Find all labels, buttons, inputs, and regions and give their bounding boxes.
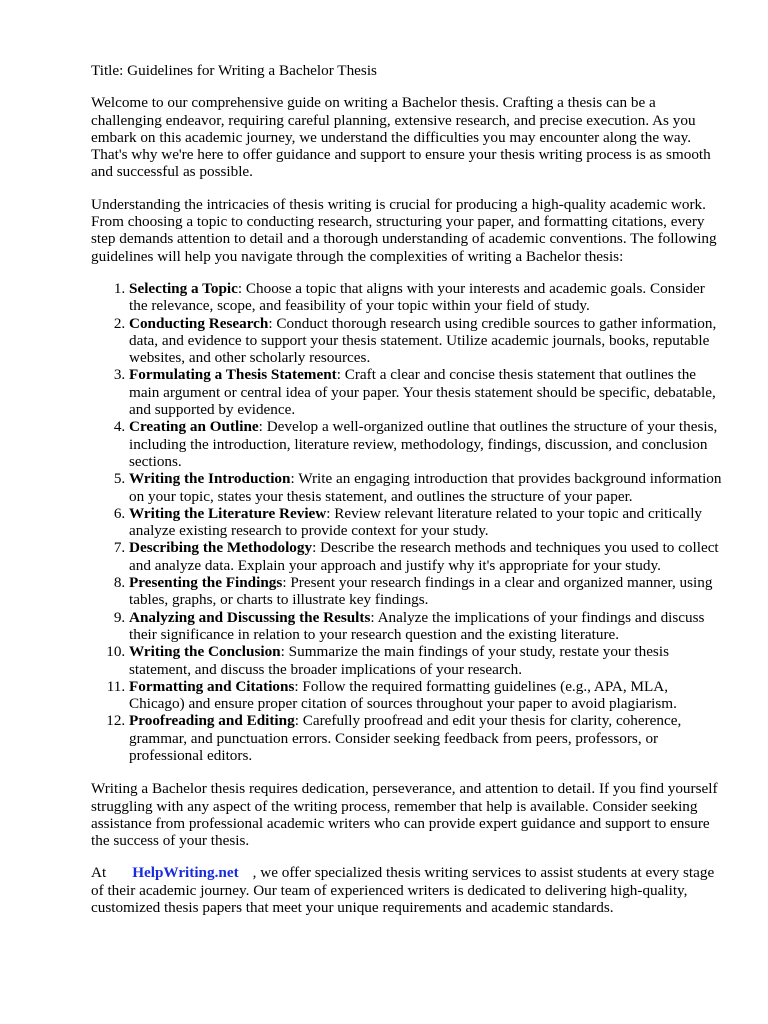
guideline-separator: :: [336, 366, 341, 384]
guideline-term: Formulating a Thesis Statement: [129, 366, 337, 384]
list-item: [129, 470, 724, 505]
list-item: [129, 418, 724, 470]
list-item: [129, 366, 724, 418]
promo-paragraph: [91, 864, 724, 916]
guideline-separator: :: [280, 643, 285, 661]
guideline-text: Summarize the main findings of your study, restate your thesis statement, and discuss the broader implications of your research.: [129, 643, 669, 678]
helpwriting-link[interactable]: HelpWriting.net: [132, 864, 239, 882]
guideline-text: Present your research findings in a clear and organized manner, using tables, graphs, or charts to illustrate key findings.: [129, 574, 713, 609]
list-item: [129, 280, 724, 315]
guideline-separator: :: [326, 504, 331, 522]
list-item: [129, 539, 724, 574]
guideline-separator: :: [268, 314, 273, 332]
guideline-term: Selecting a Topic: [129, 279, 238, 297]
document-title: Title: Guidelines for Writing a Bachelor Thesis: [91, 62, 377, 79]
guideline-term: Writing the Conclusion: [129, 643, 281, 661]
list-item: [129, 609, 724, 644]
guidelines-list: [91, 280, 724, 764]
guideline-text: Choose a topic that aligns with your interests and academic goals. Consider the relevance, scope, and feasibility of your topic within your field of study.: [129, 279, 705, 315]
guideline-text: Review relevant literature related to your topic and critically analyze existing research to provide context for your study.: [129, 504, 703, 540]
guideline-term: Proofreading and Editing: [129, 712, 295, 730]
closing-paragraph: Writing a Bachelor thesis requires dedication, perseverance, and attention to detail. If you find yourself struggling with any aspect of the writing process, remember that help is available. Consider seeking assistance from professional academic writers who can provide expert guidance and support to ensure the success of your thesis.: [91, 780, 718, 850]
guideline-term: Presenting the Findings: [129, 574, 283, 592]
guideline-term: Creating an Outline: [129, 418, 259, 436]
guideline-separator: :: [294, 712, 299, 730]
guideline-term: Conducting Research: [129, 314, 269, 332]
guideline-separator: :: [290, 470, 295, 488]
list-item: [129, 678, 724, 713]
guideline-term: Writing the Literature Review: [129, 504, 327, 522]
guideline-separator: :: [370, 608, 375, 626]
intro-paragraph: Welcome to our comprehensive guide on writing a Bachelor thesis. Crafting a thesis can be a challenging endeavor, requiring careful planning, extensive research, and precise execution. As you embark on this academic journey, we understand the difficulties you may encounter along the way. That's why we're here to offer guidance and support to ensure your thesis writing process is as smooth and successful as possible.: [91, 94, 711, 181]
list-item: [129, 315, 724, 367]
list-item: [129, 574, 724, 609]
guideline-separator: :: [258, 418, 263, 436]
context-paragraph: Understanding the intricacies of thesis writing is crucial for producing a high-quality academic work. From choosing a topic to conducting research, structuring your paper, and formatting citations, every step demands attention to detail and a thorough understanding of academic conventions. The following guidelines will help you navigate through the complexities of writing a Bachelor thesis:: [91, 195, 717, 265]
guideline-text: Craft a clear and concise thesis statement that outlines the main argument or central idea of your paper. Your thesis statement should be specific, debatable, and supported by evidence.: [129, 366, 716, 419]
list-item: [129, 712, 724, 764]
guideline-text: Write an engaging introduction that provides background information on your topic, states your thesis statement, and outlines the structure of your paper.: [129, 470, 722, 505]
guideline-text: Describe the research methods and techniques you used to collect and analyze data. Explain your approach and justify why it's appropriate for your study.: [129, 539, 719, 574]
guideline-text: Follow the required formatting guidelines (e.g., APA, MLA, Chicago) and ensure proper citation of sources throughout your paper to avoid plagiarism.: [129, 677, 677, 713]
promo-lead-text: At: [91, 864, 107, 882]
guideline-text: Carefully proofread and edit your thesis for clarity, coherence, grammar, and punctuation errors. Consider seeking feedback from peers, professors, or professional editors.: [129, 712, 682, 764]
promo-body-text: , we offer specialized thesis writing services to assist students at every stage of their academic journey. Our team of experienced writers is dedicated to delivering high-quality, customized thesis papers that meet your unique requirements and academic standards.: [91, 864, 715, 917]
guideline-term: Writing the Introduction: [129, 470, 291, 488]
guideline-separator: :: [312, 539, 317, 557]
guideline-separator: :: [237, 279, 243, 297]
list-item: [129, 643, 724, 678]
guideline-text: Analyze the implications of your findings and discuss their significance in relation to your research question and the existing literature.: [129, 608, 705, 643]
guideline-text: Develop a well-organized outline that outlines the structure of your thesis, including the introduction, literature review, methodology, findings, discussion, and conclusion sections.: [129, 418, 718, 470]
guideline-term: Formatting and Citations: [129, 677, 295, 695]
list-item: [129, 505, 724, 540]
guideline-separator: :: [282, 574, 287, 592]
guideline-separator: :: [294, 677, 299, 695]
guideline-term: Analyzing and Discussing the Results: [129, 608, 371, 626]
guideline-term: Describing the Methodology: [129, 539, 313, 557]
guideline-text: Conduct thorough research using credible sources to gather information, data, and evidence to support your thesis statement. Utilize academic journals, books, reputable websites, and other scholarly resources.: [129, 314, 717, 367]
